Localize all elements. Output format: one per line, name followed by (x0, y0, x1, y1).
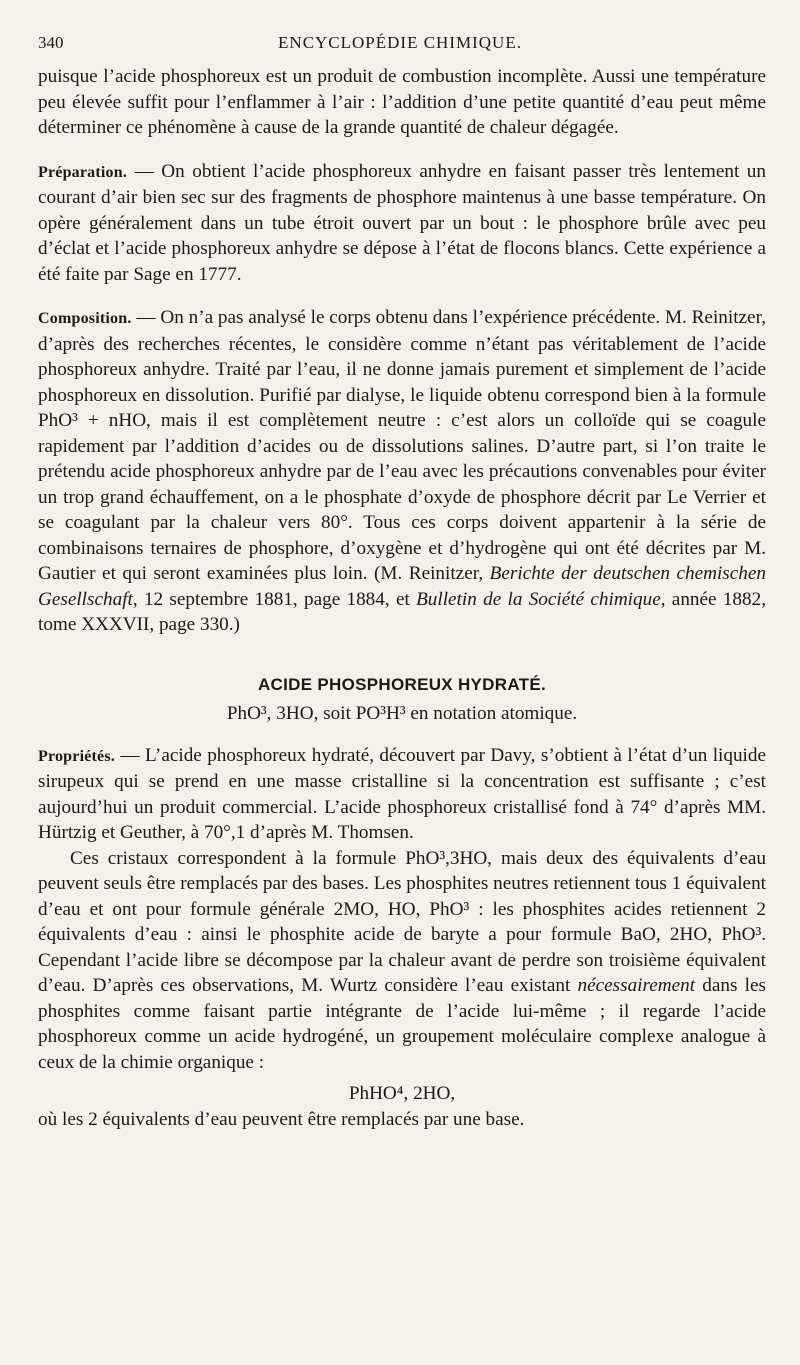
page-header (38, 33, 762, 57)
section-formula: PhO³, 3HO, soit PO³H³ en notation atomique. (226, 703, 578, 724)
preparation-text: — On obtient l’acide phosphoreux anhydre en faisant passer très lentement un courant d’air bien sec sur des fragments de phosphore maintenus à une basse température. On opère généralement dans un tube étroit ouvert par un bout : le phosphore brûle avec peu d’éclat et l’acide phosphoreux anhydre se dépose à l’état de flocons blancs. Cette expérience a été faite par Sage en 1777. (38, 160, 766, 285)
reference-2: , année 1882, tome XXXVII, page 330.) (38, 588, 766, 635)
preparation-paragraph (38, 159, 766, 288)
cristaux-paragraph (38, 846, 766, 1076)
page-body (38, 64, 766, 1132)
intro-paragraph: puisque l’acide phosphoreux est un produit de combustion incomplète. Aussi une température peu élevée suffit pour l’enflammer à l’air : l’addition d’une petite quantité d’eau peut même déterminer ce phénomène à cause de la grande quantité de chaleur dégagée. (38, 66, 766, 138)
cristaux-text-a: Ces cristaux correspondent à la formule PhO³,3HO, mais deux des équivalents d’eau peuvent seuls être remplacés par des bases. Les phosphites neutres retiennent tous 1 équivalent d’eau et ont pour formule générale 2MO, HO, PhO³ : les phosphites acides retiennent 2 équivalents d’eau : ainsi le phosphite acide de baryte a pour formule BaO, 2HO, PhO³. Cependant l’acide libre se décompose par la chaleur avant de perdre son troisième équivalent d’eau. D’après ces observations, M. Wurtz considère l’eau existant (38, 847, 766, 996)
cristaux-text-b: dans les phosphites comme faisant partie intégrante de l’acide lui-même ; il regarde l’acide phosphoreux comme un acide hydrogéné, un groupement moléculaire complexe analogue à ceux de la chimie organique : (38, 975, 766, 1073)
composition-label: Composition. (38, 310, 132, 327)
journal-title-bulletin: Bulletin de la Société chimique (416, 588, 661, 610)
running-title: ENCYCLOPÉDIE CHIMIQUE. (278, 33, 522, 52)
journal-title-berichte: Berichte der deutschen chemischen Gesellschaft (38, 563, 766, 610)
page-number: 340 (38, 33, 64, 52)
proprietes-label: Propriétés. (38, 747, 115, 765)
composition-text: — On n’a pas analysé le corps obtenu dans l’expérience précédente. M. Reinitzer, d’après des recherches récentes, le considère comme n’étant pas véritablement de l’acide phosphoreux anhydre. Traité par l’eau, il ne donne jamais purement et simplement de l’acide phosphoreux en dissolution. Purifié par dialyse, le liquide obtenu correspond bien à la formule PhO³ + nHO, mais il est complètement neutre : c’est alors un colloïde qui se coagule rapidement par l’addition d’acides ou de dissolutions salines. D’autre part, si l’on traite le prétendu acide phosphoreux anhydre par de l’eau avec les précautions convenables pour éviter un trop grand échauffement, on a le phosphate d’oxyde de phosphore décrit par Le Verrier et se coagulant par la chaleur vers 80°. Tous ces corps doivent appartenir à la série de combinaisons ternaires de phosphore, d’oxygène et d’hydrogène qui ont été décrites par M. Gautier et qui seront examinées plus loin. (M. Reinitzer, (38, 307, 766, 584)
proprietes-text: — L’acide phosphoreux hydraté, découvert par Davy, s’obtient à l’état d’un liquide sirupeux qui se prend en une masse cristalline si la concentration est suffisante ; c’est aujourd’hui un produit commercial. L’acide phosphoreux cristallisé fond à 74° d’après MM. Hürtzig et Geuther, à 70°,1 d’après M. Thomsen. (38, 744, 766, 843)
proprietes-paragraph (38, 743, 766, 846)
preparation-label: Préparation. (38, 163, 128, 181)
reference-1: , 12 septembre 1881, page 1884, et (132, 588, 417, 610)
closing-line: où les 2 équivalents d’eau peuvent être remplacés par une base. (38, 1108, 525, 1130)
composition-paragraph (38, 305, 766, 638)
organic-formula: PhHO⁴, 2HO, (348, 1083, 456, 1104)
section-heading: ACIDE PHOSPHOREUX HYDRATÉ. (257, 674, 547, 694)
emphasis-necessairement: nécessairement (577, 975, 696, 996)
